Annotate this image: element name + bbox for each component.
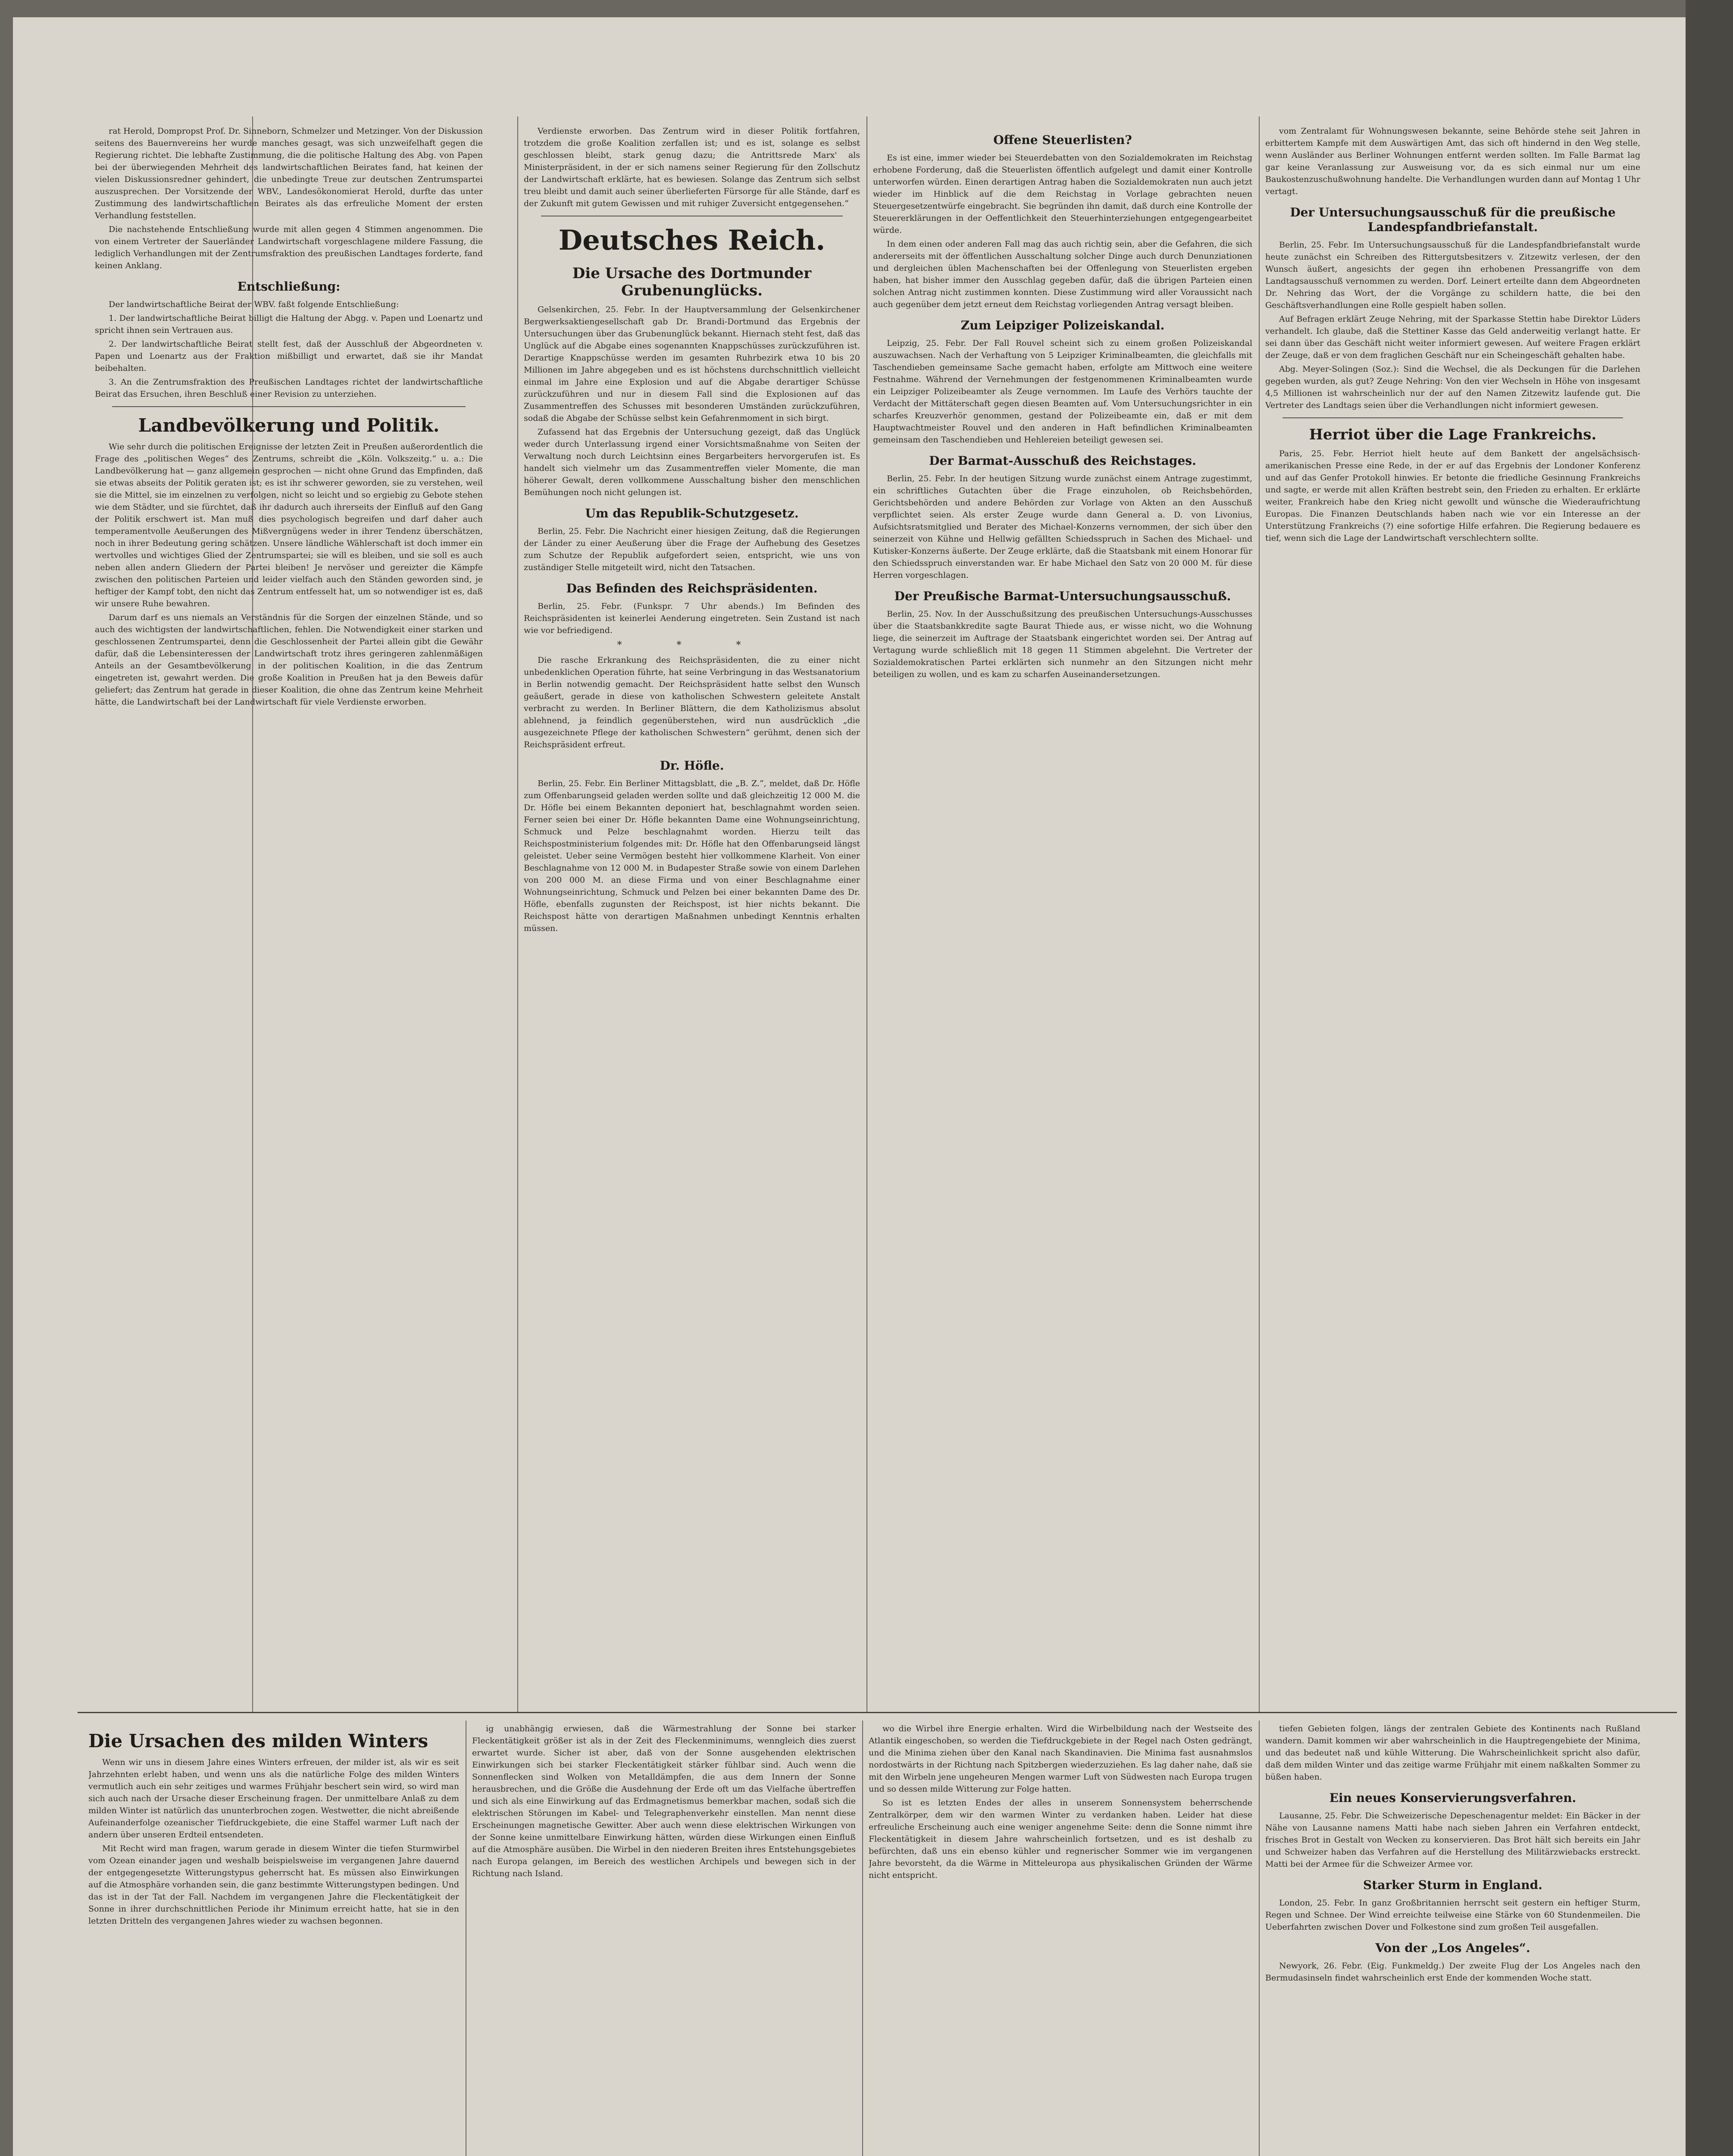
article-paragraph: Leipzig, 25. Febr. Der Fall Rouvel scheint sich zu einem großen Polizeiskandal auszuwachsen. Nach der Verhaftung von 5 Leipziger Kriminalbeamten, die gleichfalls mit Taschendieben gemeinsame Sache gemacht haben, erfolgte am Mittwoch eine weitere Festnahme. Während der Vernehmungen der festgenommenen Kriminalbeamten wurde ein Leipziger Polizeibeamter als Zeuge vernommen. Im Laufe des Verhörs tauchte der Verdacht der Mittäterschaft gegen diesen Beamten auf. Vom Untersuchungsrichter in ein scharfes Kreuzverhör genommen, gestand der Polizeibeamte ein, daß er mit dem Hauptwachtmeister Rouvel und den anderen in Haft befindlichen Kriminalbeamten gemeinsam den Taschendieben und Hehlereien beteiligt gewesen sei.	[873, 338, 1252, 445]
bottom-column-4	[1265, 1723, 1640, 1986]
article-headline: Der Untersuchungsausschuß für die preußische Landespfandbriefanstalt.	[1290, 205, 1616, 234]
article-headline: Die Ursache des Dortmunder Grubenunglücks.	[572, 265, 812, 299]
column-rule	[866, 116, 867, 1712]
article-paragraph: Mit Recht wird man fragen, warum gerade in diesem Winter die tiefen Sturmwirbel vom Ozean einander jagen und weshalb beispielsweise im vergangenen Jahre dauernd der entgegengesetzte Witterungstypus geherrscht hat. Es müssen also Einwirkungen auf die Atmosphäre vorhanden sein, die ganz bestimmte Witterungstypen bedingen. Und das ist in der Tat der Fall. Nachdem im vergangenen Jahre die Fleckentätigkeit der Sonne in ihrer durchschnittlichen Periode ihr Minimum erreicht hatte, hat sie in den letzten Dritteln des vergangenen Jahres wieder zu wachsen begonnen.	[88, 1844, 459, 1926]
article-headline: Um das Republik-Schutzgesetz.	[585, 506, 799, 520]
article-paragraph: Wenn wir uns in diesem Jahre eines Winters erfreuen, der milder ist, als wir es seit Jahrzehnten erlebt haben, und wenn uns als die natürliche Folge des milden Winters vermutlich auch ein sehr zeitiges und warmes Frühjahr beschert sein wird, so wird man sich auch nach der Ursache dieser Erscheinung fragen. Der unmittelbare Anlaß zu dem milden Winter ist natürlich das ununterbrochen zogen. Westwetter, die nicht abreißende Aufeinanderfolge ozeanischer Tiefdruckgebiete, die eine Staffel warmer Luft nach der andern über unseren Erdteil entsendeten.	[88, 1758, 459, 1839]
article-headline: Das Befinden des Reichspräsidenten.	[566, 581, 818, 595]
bottom-column-1	[88, 1723, 459, 1929]
article-paragraph: ig unabhängig erwiesen, daß die Wärmestrahlung der Sonne bei starker Fleckentätigkeit größer ist als in der Zeit des Fleckenminimums, wenngleich dies zuerst erwartet wurde. Sicher ist aber, daß von der Sonne ausgehenden elektrischen Einwirkungen sich bei starker Fleckentätigkeit stärker fühlbar sind. Auch wenn die Sonnenflecken sind Wolken von Metalldämpfen, die aus dem Innern der Sonne herausbrechen, und die Größe die Ausdehnung der Erde oft um das Vielfache übertreffen und sich als eine Einwirkung auf das Erdmagnetismus bemerkbar machen, sodaß sich die elektrischen Störungen im Kabel- und Telegraphenverkehr einstellen. Man nennt diese Erscheinungen magnetische Gewitter. Aber auch wenn diese elektrischen Wirkungen von der Sonne keine unmittelbare Einwirkung hätten, würden diese Wirkungen einen Einfluß auf die Atmosphäre ausüben. Die Wirbel in den niederen Breiten ihres Entstehungsgebietes nach Europa gelangen, im Bereich des westlichen Archipels und bewegen sich in der Richtung nach Island.	[472, 1724, 856, 1878]
article-headline: Zum Leipziger Polizeiskandal.	[960, 318, 1165, 332]
article-paragraph: 1. Der landwirtschaftliche Beirat billigt die Haltung der Abgg. v. Papen und Loenartz und spricht ihnen sein Vertrauen aus.	[95, 313, 483, 335]
column-rule	[1259, 1720, 1260, 2156]
bottom-column-3	[869, 1723, 1252, 1883]
article-paragraph: London, 25. Febr. In ganz Großbritannien herrscht seit gestern ein heftiger Sturm, Regen und Schnee. Der Wind erreichte teilweise eine Stärke von 60 Stundenmeilen. Die Ueberfahrten zwischen Dover und Folkestone sind zum großen Teil ausgefallen.	[1265, 1898, 1640, 1932]
article-paragraph: 3. An die Zentrumsfraktion des Preußischen Landtages richtet der landwirtschaftliche Beirat das Ersuchen, ihren Beschluß einer Revision zu unterziehen.	[95, 377, 483, 399]
column-1	[95, 125, 483, 710]
article-paragraph: rat Herold, Dompropst Prof. Dr. Sinneborn, Schmelzer und Metzinger. Von der Diskussion seitens des Bauernvereins her wurde manches gesagt, was sich unzweifelhaft gegen die Regierung richtet. Die lebhafte Zustimmung, die die politische Haltung des Abg. von Papen bei der überwiegenden Mehrheit des landwirtschaftlichen Beirates fand, hat keinen der vielen Diskussionsredner gehindert, die unbedingte Treue zur deutschen Zentrumspartei auszusprechen. Der Vorsitzende der WBV., Landesökonomierat Herold, durfte das unter Zustimmung des landwirtschaftlichen Beirates als das erfreuliche Moment der ersten Verhandlung feststellen.	[95, 126, 483, 220]
article-paragraph: Abg. Meyer-Solingen (Soz.): Sind die Wechsel, die als Deckungen für die Darlehen gegeben wurden, als gut? Zeuge Nehring: Von den vier Wechseln in Höhe von insgesamt 4,5 Millionen ist wahrscheinlich nur der auf den Namen Zitzewitz laufende gut. Die Vertreter des Landtags seien über die Verhandlungen nicht informiert gewesen.	[1265, 364, 1640, 410]
article-divider	[1283, 417, 1623, 418]
article-paragraph: Wie sehr durch die politischen Ereignisse der letzten Zeit in Preußen außerordentlich die Frage des „politischen Weges“ des Zentrums, schreibt die „Köln. Volkszeitg.“ u. a.: Die Landbevölkerung hat — ganz allgemein gesprochen — nicht ohne Grund das Empfinden, daß sie etwas abseits der Politik geraten ist; es ist ihr schwerer geworden, sie zu verstehen, weil sie die Mittel, sie im einzelnen zu verfolgen, nicht so leicht und so ergiebig zu Gebote stehen wie dem Städter, und sie fürchtet, daß ihr dadurch auch ihrerseits der Einfluß auf den Gang der Politik erschwert ist. Man muß dies psychologisch begreifen und darf daher auch temperamentvolle Aeußerungen des Mißvergnügens weder in ihrer Tendenz überschätzen, noch in ihrer Bedeutung gering schätzen. Unsere ländliche Wählerschaft ist doch immer ein wertvolles und wichtiges Glied der Zentrumspartei; sie will es bleiben, und sie soll es auch neben allen andern Gliedern der Partei bleiben! Je nervöser und gereizter die Kämpfe zwischen den politischen Parteien und leider vielfach auch den Ständen geworden sind, je heftiger der Kampf tobt, den nicht das Zentrum entfesselt hat, um so notwendiger ist es, daß wir unsere Ruhe bewahren.	[95, 442, 483, 608]
article-paragraph: Der landwirtschaftliche Beirat der WBV. faßt folgende Entschließung:	[109, 300, 399, 309]
article-paragraph: Auf Befragen erklärt Zeuge Nehring, mit der Sparkasse Stettin habe Direktor Lüders verhandelt. Ich glaube, daß die Stettiner Kasse das Geld anderweitig verlangt hatte. Er sei dann über das Geschäft nicht weiter informiert gewesen. Auf weitere Fragen erklärt der Zeuge, daß er von dem fraglichen Geschäft nur ein Scheingeschäft gehalten habe.	[1265, 314, 1640, 360]
column-2	[524, 125, 860, 936]
article-paragraph: Berlin, 25. Nov. In der Ausschußsitzung des preußischen Untersuchungs-Ausschusses über die Staatsbankkredite sagte Baurat Thiede aus, er wisse nicht, wo die Wohnung liege, die seinerzeit im Auftrage der Staatsbank eingerichtet worden sei. Der Antrag auf Vertagung wurde schließlich mit 18 gegen 11 Stimmen abgelehnt. Die Vertreter der Sozialdemokratischen Partei erklärten sich nunmehr an den Sitzungen nicht mehr beteiligen zu wollen, und es kam zu scharfen Auseinandersetzungen.	[873, 609, 1252, 679]
article-paragraph: 2. Der landwirtschaftliche Beirat stellt fest, daß der Ausschluß der Abgeordneten v. Papen und Loenartz aus der Fraktion mißbilligt und erwartet, daß sie ihr Mandat beibehalten.	[95, 339, 483, 373]
article-paragraph: Die rasche Erkrankung des Reichspräsidenten, die zu einer nicht unbedenklichen Operation führte, hat seine Verbringung in das Westsanatorium in Berlin notwendig gemacht. Der Reichspräsident hatte selbst den Wunsch geäußert, gerade in diese von katholischen Schwestern geleitete Anstalt verbracht zu werden. In Berliner Blättern, die dem Katholizismus absolut ablehnend, ja feindlich gegenüberstehen, wird nun ausdrücklich „die ausgezeichnete Pflege der katholischen Schwestern“ gerühmt, denen sich der Reichspräsident erfreut.	[524, 655, 860, 749]
article-paragraph: wo die Wirbel ihre Energie erhalten. Wird die Wirbelbildung nach der Westseite des Atlantik eingeschoben, so werden die Tiefdruckgebiete in der Regel nach Osten gedrängt, und die Minima ziehen über den Kanal nach Skandinavien. Die Minima fast ausnahmslos nordostwärts in der Richtung nach Spitzbergen wiederzuziehen. Es lag daher nahe, daß sie mit den Wirbeln jene ungeheuren Mengen warmer Luft von Südwesten nach Europa trugen und so dessen milde Witterung zur Folge hatten.	[869, 1724, 1252, 1794]
article-divider	[112, 406, 466, 407]
article-paragraph: Darum darf es uns niemals an Verständnis für die Sorgen der einzelnen Stände, und so auch des wichtigsten der landwirtschaftlichen, fehlen. Die Notwendigkeit einer starken und geschlossenen Zentrumspartei, denn die Geschlossenheit der Partei allein gibt die Gewähr dafür, daß die Lebensinteressen der Landwirtschaft trotz ihres geringeren zahlenmäßigen Anteils an der Gesamtbevölkerung in der politischen Koalition, in die das Zentrum eingetreten ist, gewahrt werden. Die große Koalition in Preußen hat ja den Beweis dafür geliefert; das Zentrum hat gerade in dieser Koalition, die ohne das Zentrum keine Mehrheit hätte, die Landwirtschaft bei der Landwirtschaft für viele Verdienste erworben.	[95, 613, 483, 707]
article-paragraph: In dem einen oder anderen Fall mag das auch richtig sein, aber die Gefahren, die sich andererseits mit der öffentlichen Ausschaltung solcher Dinge auch durch Denunziationen und dergleichen üblen Machenschaften bei der Offenlegung von Steuerlisten ergeben haben, hat bisher immer den Ausschlag gegeben dafür, daß die übrigen Parteien einen solchen Antrag nicht zustimmen konnten. Diese Zustimmung wird aller Voraussicht nach auch gegenüber dem jetzt erneut dem Reichstag vorliegenden Antrag versagt bleiben.	[873, 239, 1252, 309]
article-paragraph: Berlin, 25. Febr. Im Untersuchungsausschuß für die Landespfandbriefanstalt wurde heute zunächst ein Schreiben des Rittergutsbesitzers v. Zitzewitz verlesen, der den Wunsch äußert, angesichts der gegen ihn erhobenen Pressangriffe von dem Landtagsausschuß vernommen zu werden. Dorf. Leinert erteilte dann dem Abgeordneten Dr. Nehring das Wort, der die Vorgänge zu schildern hatte, die bei den Geschäftsverhandlungen eine Rolle gespielt haben sollen.	[1265, 240, 1640, 310]
article-headline: Ein neues Konservierungsverfahren.	[1329, 1791, 1577, 1805]
article-paragraph: Berlin, 25. Febr. Die Nachricht einer hiesigen Zeitung, daß die Regierungen der Länder zu einer Aeußerung über die Frage der Aufhebung des Gesetzes zum Schutze der Republik aufgefordert seien, entspricht, wie uns von zuständiger Stelle mitgeteilt wird, nicht den Tatsachen.	[524, 526, 860, 572]
column-3	[873, 125, 1252, 682]
section-heading: Entschließung:	[237, 279, 341, 294]
column-rule	[1259, 116, 1260, 1712]
article-paragraph: Es ist eine, immer wieder bei Steuerdebatten von den Sozialdemokraten im Reichstag erhobene Forderung, daß die Steuerlisten öffentlich aufgelegt und damit einer Kontrolle unterworfen würden. Einen derartigen Antrag haben die Sozialdemokraten nun auch jetzt wieder im Hinblick auf die dem Reichstag in Vorlage gebrachten neuen Steuergesetzentwürfe eingebracht. Sie begründen ihn damit, daß durch eine Kontrolle der Steuererklärungen in der Oeffentlichkeit den Steuerhinterziehungen entgegengearbeitet würde.	[873, 153, 1252, 235]
bottom-column-2	[472, 1723, 856, 1881]
article-paragraph: So ist es letzten Endes der alles in unserem Sonnensystem beherrschende Zentralkörper, dem wir den warmen Winter zu verdanken haben. Leider hat diese erfreuliche Erscheinung auch eine weniger angenehme Seite: denn die Sonne nimmt ihre Fleckentätigkeit in diesem Jahre wahrscheinlich fortsetzen, und es ist deshalb zu befürchten, daß uns ein ebenso kühler und regnerischer Sommer wie im vergangenen Jahre bevorsteht, da die Wärme in Mitteleuropa aus physikalischen Gründen der Wärme nicht entspricht.	[869, 1798, 1252, 1880]
column-rule	[862, 1720, 863, 2156]
article-headline: Dr. Höfle.	[660, 758, 724, 773]
article-paragraph: Newyork, 26. Febr. (Eig. Funkmeldg.) Der zweite Flug der Los Angeles nach den Bermudasinseln findet wahrscheinlich erst Ende der kommenden Woche statt.	[1265, 1961, 1640, 1983]
newspaper-page	[13, 17, 1703, 2156]
article-paragraph: Paris, 25. Febr. Herriot hielt heute auf dem Bankett der angelsächsisch-amerikanischen Presse eine Rede, in der er auf das Ergebnis der Londoner Konferenz und auf das Genfer Protokoll hinwies. Er betonte die friedliche Gesinnung Frankreichs und sagte, er werde mit allen Kräften bestrebt sein, den Frieden zu erhalten. Er erklärte weiter, Frankreich habe den Krieg nicht gewollt und wünsche die Wiederaufrichtung Europas. Die Finanzen Deutschlands haben nach wie vor ein Interesse an der Unterstützung Frankreichs (?) eine sofortige Hilfe erfahren. Die Regierung bedauere es tief, wenn sich die Lage der Landwirtschaft verschlechtern sollte.	[1265, 449, 1640, 543]
section-divider	[78, 1712, 1677, 1713]
article-headline: Herriot über die Lage Frankreichs.	[1309, 426, 1597, 443]
column-rule	[517, 116, 518, 1712]
article-headline: Die Ursachen des milden Winters	[88, 1730, 429, 1752]
article-headline: Landbevölkerung und Politik.	[138, 415, 440, 436]
section-title: Deutsches Reich.	[558, 224, 826, 257]
article-paragraph: Gelsenkirchen, 25. Febr. In der Hauptversammlung der Gelsenkirchener Bergwerksaktiengesellschaft gab Dr. Brandi-Dortmund das Ergebnis der Untersuchungen über das Grubenunglück bekannt. Hiernach steht fest, daß das Unglück auf die Abgabe eines sogenannten Knappschüsses zurückzuführen ist. Derartige Knappschüsse werden im gesamten Ruhrbezirk etwa 10 bis 20 Millionen im Jahre abgegeben und es ist höchstens durchschnittlich vielleicht einmal im Jahre eine Explosion und auf die Abgabe derartiger Schüsse zurückzuführen und nur in diesem Fall sind die Explosionen auf das Zusammentreffen des Schusses mit besonderen Umständen zurückzuführen, sodaß die Abgabe der Schüsse selbst kein Gefahrenmoment in sich birgt.	[524, 305, 860, 423]
article-paragraph: Verdienste erworben. Das Zentrum wird in dieser Politik fortfahren, trotzdem die große Koalition zerfallen ist; und es ist, solange es selbst geschlossen bleibt, stark genug dazu; die Antrittsrede Marx' als Ministerpräsident, in der er sich namens seiner Regierung für den Zollschutz der Landwirtschaft erklärte, hat es bewiesen. Solange das Zentrum sich selbst treu bleibt und damit auch seiner überlieferten Fürsorge für alle Stände, darf es der Zukunft mit gutem Gewissen und mit ruhiger Zuversicht entgegensehen.“	[524, 126, 860, 208]
article-headline: Von der „Los Angeles“.	[1375, 1941, 1530, 1955]
separator-dots: * * *	[617, 640, 767, 651]
article-paragraph: tiefen Gebieten folgen, längs der zentralen Gebiete des Kontinents nach Rußland wandern. Damit kommen wir aber wahrscheinlich in die Hauptregengebiete der Minima, und das bedeutet naß und kühle Witterung. Die Wahrscheinlichkeit spricht also dafür, daß dem milden Winter und das zeitige warme Frühjahr mit einem naßkalten Sommer zu büßen haben.	[1265, 1724, 1640, 1782]
article-paragraph: Berlin, 25. Febr. (Funkspr. 7 Uhr abends.) Im Befinden des Reichspräsidenten ist keinerlei Aenderung eingetreten. Sein Zustand ist nach wie vor befriedigend.	[524, 602, 860, 635]
article-paragraph: Berlin, 25. Febr. In der heutigen Sitzung wurde zunächst einem Antrage zugestimmt, ein schriftliches Gutachten über die Frage einzuholen, ob Reichsbehörden, Gerichtsbehörden und andere Behörden zur Vorlage von Akten an den Ausschuß verpflichtet seien. Als erster Zeuge wurde dann General a. D. von Livonius, Aufsichtsratsmitglied und Berater des Michael-Konzerns vernommen, der sich über den seinerzeit von Kühne und Hellwig gefällten Schiedsspruch in Sachen des Michael- und Kutisker-Konzerns äußerte. Der Zeuge erklärte, daß die Staatsbank mit einem Honorar für den Schiedsspruch einverstanden war. Er habe Michael den Satz von 20 000 M. für diese Herren vorgeschlagen.	[873, 474, 1252, 580]
article-paragraph: Berlin, 25. Febr. Ein Berliner Mittagsblatt, die „B. Z.“, meldet, daß Dr. Höfle zum Offenbarungseid geladen werden sollte und daß gleichzeitig 12 000 M. die Dr. Höfle bei einem Bekannten deponiert hat, beschlagnahmt worden seien. Ferner seien bei einer Dr. Höfle bekannten Dame eine Wohnungseinrichtung, Schmuck und Pelze beschlagnahmt worden. Hierzu teilt das Reichspostministerium folgendes mit: Dr. Höfle hat den Offenbarungseid längst geleistet. Ueber seine Vermögen besteht hier vollkommene Klarheit. Von einer Beschlagnahme von 12 000 M. in Budapester Straße sowie von einem Darlehen von 200 000 M. an diese Firma und von einer Beschlagnahme einer Wohnungseinrichtung, Schmuck und Pelzen bei einer bekannten Dame des Dr. Höfle, ebenfalls zugunsten der Reichspost, ist hier nichts bekannt. Die Reichspost hätte von derartigen Maßnahmen unbedingt Kenntnis erhalten müssen.	[524, 779, 860, 933]
article-paragraph: Lausanne, 25. Febr. Die Schweizerische Depeschenagentur meldet: Ein Bäcker in der Nähe von Lausanne namens Matti habe nach sieben Jahren ein Verfahren entdeckt, frisches Brot in Gestalt von Wecken zu konservieren. Das Brot hält sich bereits ein Jahr und Schweizer haben das Verfahren auf die Herstellung des Militärzwiebacks erstreckt. Matti bei der Armee für die Schweizer Armee vor.	[1265, 1811, 1640, 1869]
article-paragraph: Zufassend hat das Ergebnis der Untersuchung gezeigt, daß das Unglück weder durch Unterlassung irgend einer Vorsichtsmaßnahme von Seiten der Verwaltung noch durch Leichtsinn eines Bergarbeiters hervorgerufen ist. Es handelt sich vielmehr um das Zusammentreffen vieler Momente, die man höherer Gewalt, deren vollkommene Ausschaltung bisher den menschlichen Bemühungen noch nicht gelungen ist.	[524, 427, 860, 497]
article-headline: Offene Steuerlisten?	[993, 133, 1132, 147]
scan-edge	[1686, 0, 1733, 2156]
article-headline: Starker Sturm in England.	[1363, 1878, 1542, 1892]
column-4	[1265, 125, 1640, 546]
article-paragraph: Die nachstehende Entschließung wurde mit allen gegen 4 Stimmen angenommen. Die von einem Vertreter der Sauerländer Landwirtschaft vorgeschlagene mildere Fassung, die lediglich Verhandlungen mit der Zentrumsfraktion des preußischen Landtages forderte, fand keinen Anklang.	[95, 225, 483, 270]
article-headline: Der Preußische Barmat-Untersuchungsausschuß.	[894, 589, 1231, 603]
article-headline: Der Barmat-Ausschuß des Reichstages.	[929, 454, 1196, 468]
article-paragraph: vom Zentralamt für Wohnungswesen bekannte, seine Behörde stehe seit Jahren in erbittertem Kampfe mit dem Auswärtigen Amt, das sich oft hindernd in den Weg stelle, wenn Ausländer aus Berliner Wohnungen entfernt werden sollten. Im Falle Barmat lag gar keine Veranlassung zur Ausweisung vor, da es sich einmal nur um eine Baukostenzuschußwohnung handelte. Die Verhandlungen wurden dann auf Montag 1 Uhr vertagt.	[1265, 126, 1640, 196]
